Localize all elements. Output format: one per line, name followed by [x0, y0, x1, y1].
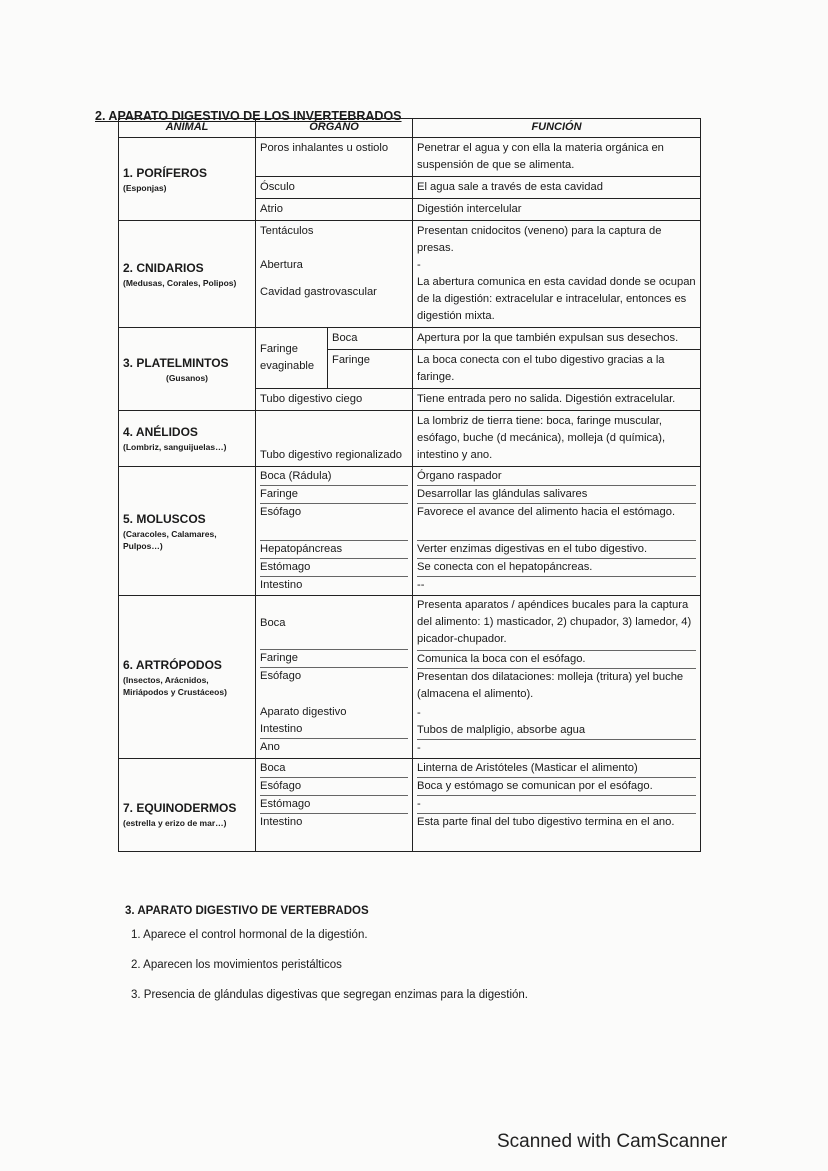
function-item: Se conecta con el hepatopáncreas. [417, 559, 696, 577]
function-item: Desarrollar las glándulas salivares [417, 486, 696, 504]
function-item: - [417, 742, 421, 754]
animal-name: 4. ANÉLIDOS [123, 425, 198, 439]
function-cell [413, 759, 701, 852]
animal-name: 7. EQUINODERMOS [123, 801, 237, 815]
function-item: - [417, 259, 421, 271]
table-header-row [119, 119, 701, 138]
organ-item: Esófago [260, 778, 408, 796]
organ-item: Faringe [260, 486, 408, 504]
function-item: Órgano raspador [417, 468, 696, 486]
function-cell [413, 467, 701, 596]
function-item: Tubos de malpligio, absorbe agua [417, 722, 696, 740]
animal-porifera [119, 138, 256, 221]
animal-arthropoda [119, 596, 256, 759]
list-item: 3. Presencia de glándulas digestivas que segregan enzimas para la digestión. [131, 989, 529, 1001]
animal-name: 5. MOLUSCOS [123, 511, 206, 526]
animal-examples: (Lombriz, sanguijuelas…) [123, 442, 227, 452]
list-item: 2. Aparecen los movimientos peristálticos [131, 959, 342, 971]
header-organ: ÓRGANO [256, 119, 413, 138]
organ-item: Intestino [260, 579, 303, 591]
function-cell [413, 596, 701, 759]
header-function: FUNCIÓN [413, 119, 701, 138]
function-item: - [417, 707, 421, 719]
animal-name: 2. CNIDARIOS [123, 260, 204, 275]
animal-examples: (Insectos, Arácnidos, Miriápodos y Crustáceos) [123, 674, 227, 697]
invertebrates-table [118, 118, 701, 852]
animal-examples: (Esponjas) [123, 182, 167, 193]
function-cell: La boca conecta con el tubo digestivo gracias a la faringe. [413, 350, 701, 389]
animal-cnidaria [119, 221, 256, 328]
function-cell: Apertura por la que también expulsan sus desechos. [413, 328, 701, 350]
organ-item: Intestino [260, 816, 303, 828]
organ-item: Intestino [260, 721, 408, 739]
animal-name: 3. PLATELMINTOS [123, 355, 229, 370]
organ-cell: Poros inhalantes u ostiolo [256, 138, 413, 177]
section-heading-vertebrates: 3. APARATO DIGESTIVO DE VERTEBRADOS [125, 905, 369, 917]
organ-item: Estómago [260, 559, 408, 577]
organ-cell: Atrio [256, 199, 413, 221]
organ-cell [256, 221, 413, 328]
animal-annelida [119, 411, 256, 467]
organ-group: Faringe evaginable [256, 328, 328, 389]
function-cell: El agua sale a través de esta cavidad [413, 177, 701, 199]
function-cell [413, 221, 701, 328]
table-row [119, 759, 701, 852]
organ-item: Tentáculos [260, 225, 314, 237]
function-cell: Digestión intercelular [413, 199, 701, 221]
animal-name: 1. PORÍFEROS [123, 165, 208, 180]
function-item: Favorece el avance del alimento hacia el estómago. [417, 504, 696, 541]
animal-platyhelminthes [119, 328, 256, 411]
function-item: Presentan cnidocitos (veneno) para la captura de presas. [417, 225, 662, 254]
organ-cell: Tubo digestivo ciego [256, 389, 413, 411]
organ-item: Faringe [260, 650, 408, 668]
function-item: Esta parte final del tubo digestivo termina en el ano. [417, 816, 675, 828]
organ-item: Ano [260, 741, 280, 753]
function-cell: Penetrar el agua y con ella la materia orgánica en suspensión de que se alimenta. [413, 138, 701, 177]
function-cell: La lombriz de tierra tiene: boca, faringe muscular, esófago, buche (d mecánica), molleja (d química), intestino y ano. [413, 411, 701, 467]
section-heading-invertebrates: 2. APARATO DIGESTIVO DE LOS INVERTEBRADOS [95, 109, 402, 123]
header-animal: ANIMAL [119, 119, 256, 138]
function-item: -- [417, 579, 425, 591]
function-item: - [417, 796, 696, 814]
organ-cell: Ósculo [256, 177, 413, 199]
organ-cell: Tubo digestivo regionalizado [256, 411, 413, 467]
organ-cell [256, 596, 413, 759]
table-row [119, 221, 701, 328]
organ-item: Esófago [260, 504, 408, 541]
animal-name: 6. ARTRÓPODOS [123, 657, 222, 672]
organ-item: Boca (Rádula) [260, 468, 408, 486]
organ-item: Boca [260, 760, 408, 778]
table-row [119, 138, 701, 177]
function-item: Presenta aparatos / apéndices bucales para la captura del alimento: 1) masticador, 2) chupador, 3) lamedor, 4) picador-chupador. [417, 597, 696, 651]
organ-item: Boca [260, 597, 408, 650]
function-cell: Tiene entrada pero no salida. Digestión extracelular. [413, 389, 701, 411]
function-item: Comunica la boca con el esófago. [417, 651, 696, 669]
table-row [119, 596, 701, 759]
organ-cell [256, 759, 413, 852]
list-item: 1. Aparece el control hormonal de la digestión. [131, 929, 368, 941]
organ-item: Aparato digestivo [260, 706, 347, 718]
function-item: Verter enzimas digestivas en el tubo digestivo. [417, 541, 696, 559]
function-item: La abertura comunica en esta cavidad donde se ocupan de la digestión: extracelular e intracelular, entonces es digestión mixta. [417, 276, 696, 322]
animal-examples: (estrella y erizo de mar…) [123, 818, 227, 828]
table-row [119, 467, 701, 596]
vertebrates-section [125, 905, 528, 1019]
organ-sub-cell: Faringe [328, 350, 413, 389]
animal-echinodermata [119, 759, 256, 852]
table-row [119, 328, 701, 350]
organ-sub-cell: Boca [328, 328, 413, 350]
table-row [119, 411, 701, 467]
organ-item: Cavidad gastrovascular [260, 286, 377, 298]
scanner-watermark: Scanned with CamScanner [497, 1131, 728, 1152]
function-item: Presentan dos dilataciones: molleja (tritura) yel buche (almacena el alimento). [417, 671, 684, 700]
function-item: Boca y estómago se comunican por el esófago. [417, 778, 696, 796]
function-item: Linterna de Aristóteles (Masticar el alimento) [417, 760, 696, 778]
organ-item: Estómago [260, 796, 408, 814]
organ-cell [256, 467, 413, 596]
animal-mollusca [119, 467, 256, 596]
animal-examples: (Medusas, Corales, Polipos) [123, 277, 237, 288]
organ-item: Esófago [260, 670, 302, 682]
organ-item: Hepatopáncreas [260, 541, 408, 559]
animal-examples: (Caracoles, Calamares, Pulpos…) [123, 528, 217, 551]
organ-item: Abertura [260, 259, 303, 271]
animal-examples: (Gusanos) [165, 372, 209, 383]
